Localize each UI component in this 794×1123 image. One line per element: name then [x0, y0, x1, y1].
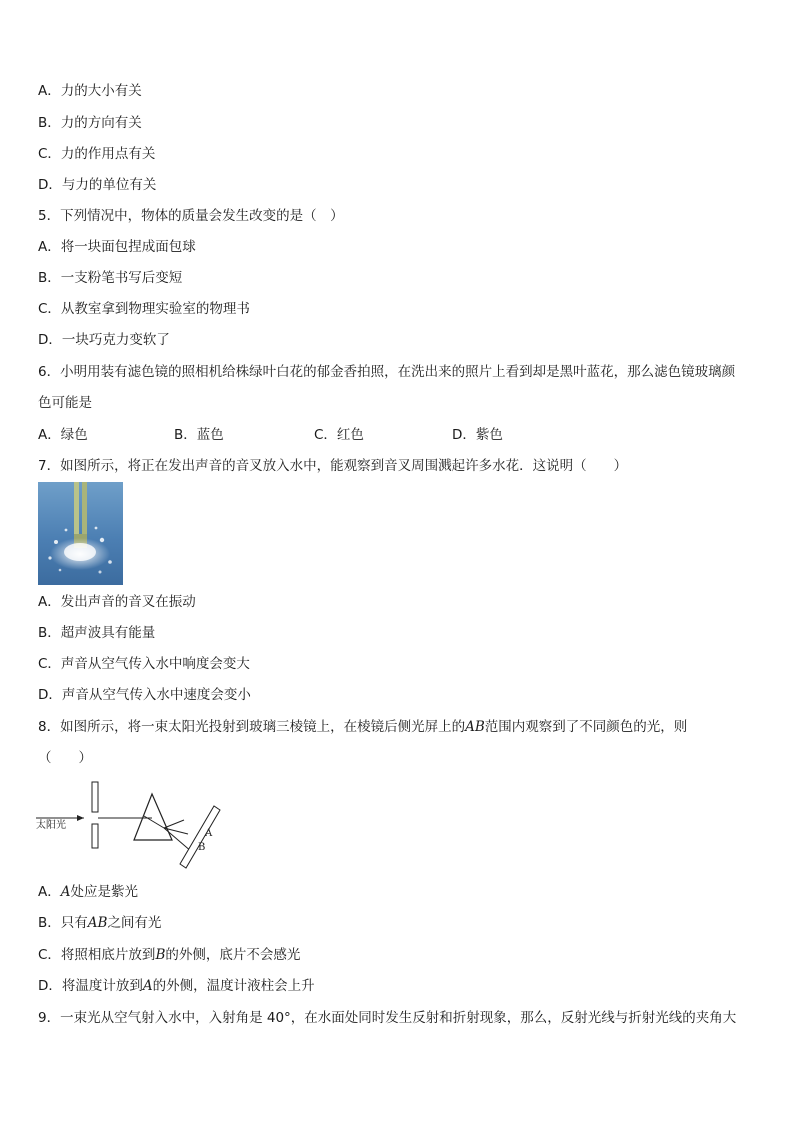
ray-arrow-icon — [77, 815, 84, 821]
prism-diagram-svg — [36, 776, 226, 872]
point-a-label: A — [205, 828, 213, 839]
q6-option-d: D．紫色 — [452, 427, 503, 443]
q8-option-b — [38, 913, 161, 933]
q8-stem — [38, 717, 687, 737]
dispersed-ray-c — [164, 820, 184, 828]
q9-stem: 9．一束光从空气射入水中，入射角是 40°，在水面处同时发生反射和折射现象，那么，反射光线与折射光线的夹角大 — [38, 1010, 737, 1026]
q4-option-b: B．力的方向有关 — [38, 115, 142, 131]
tuning-fork-photo — [38, 482, 123, 585]
tuning-fork-water-image — [38, 482, 123, 585]
q8-option-b-pre: B．只有 — [38, 915, 88, 931]
q5-option-d: D．一块巧克力变软了 — [38, 332, 170, 348]
q4-option-c: C．力的作用点有关 — [38, 146, 156, 162]
q8-option-c-post: 的外侧，底片不会感光 — [165, 947, 301, 963]
q8-stem-pre: 8．如图所示，将一束太阳光投射到玻璃三棱镜上，在棱镜后侧光屏上的 — [38, 719, 466, 735]
q7-option-d: D．声音从空气传入水中速度会变小 — [38, 687, 251, 703]
q8-option-c — [38, 945, 300, 965]
q4-option-d: D．与力的单位有关 — [38, 177, 157, 193]
point-b-label: B — [198, 842, 206, 853]
q8-stem-var: AB — [465, 719, 485, 735]
q6-stem-line1: 6．小明用装有滤色镜的照相机给株绿叶白花的郁金香拍照，在洗出来的照片上看到却是黑叶蓝花，那么滤色镜玻璃颜 — [38, 364, 736, 380]
q8-option-d-post: 的外侧，温度计液柱会上升 — [152, 978, 315, 994]
q8-option-a — [38, 882, 138, 902]
q8-stem-post: 范围内观察到了不同颜色的光，则 — [484, 719, 688, 735]
sunlight-label: 太阳光 — [36, 820, 66, 831]
q8-option-a-pre: A． — [38, 884, 61, 900]
q6-options-row — [38, 425, 598, 445]
q5-option-a: A．将一块面包捏成面包球 — [38, 239, 196, 255]
slit-top — [92, 782, 98, 812]
q6-option-c: C．红色 — [314, 427, 364, 443]
q8-option-b-post: 之间有光 — [107, 915, 162, 931]
q8-option-b-var: AB — [87, 915, 108, 931]
q8-option-a-var: A — [60, 884, 71, 900]
q8-option-d — [38, 976, 315, 996]
q7-option-b: B．超声波具有能量 — [38, 625, 156, 641]
q7-stem: 7．如图所示，将正在发出声音的音叉放入水中，能观察到音叉周围溅起许多水花．这说明（ ） — [38, 458, 628, 474]
prism-diagram — [36, 776, 226, 872]
prism-triangle — [134, 794, 172, 840]
q5-stem: 5．下列情况中，物体的质量会发生改变的是（ ） — [38, 208, 344, 224]
q8-option-a-post: 处应是紫光 — [70, 884, 138, 900]
q5-option-b: B．一支粉笔书写后变短 — [38, 270, 183, 286]
q8-option-d-var: A — [142, 978, 153, 994]
q6-option-b: B．蓝色 — [174, 427, 224, 443]
q7-option-c: C．声音从空气传入水中响度会变大 — [38, 656, 250, 672]
light-screen — [180, 806, 220, 868]
q8-option-c-pre: C．将照相底片放到 — [38, 947, 156, 963]
q8-option-c-var: B — [155, 947, 166, 963]
q6-option-a: A．绿色 — [38, 427, 88, 443]
q8-stem-line2: （ ） — [38, 750, 92, 766]
q5-option-c: C．从教室拿到物理实验室的物理书 — [38, 301, 250, 317]
q7-option-a: A．发出声音的音叉在振动 — [38, 594, 196, 610]
refracted-ray — [144, 816, 164, 828]
q8-option-d-pre: D．将温度计放到 — [38, 978, 143, 994]
q4-option-a: A．力的大小有关 — [38, 83, 142, 99]
slit-bottom — [92, 824, 98, 848]
q6-stem-line2: 色可能是 — [38, 395, 92, 411]
